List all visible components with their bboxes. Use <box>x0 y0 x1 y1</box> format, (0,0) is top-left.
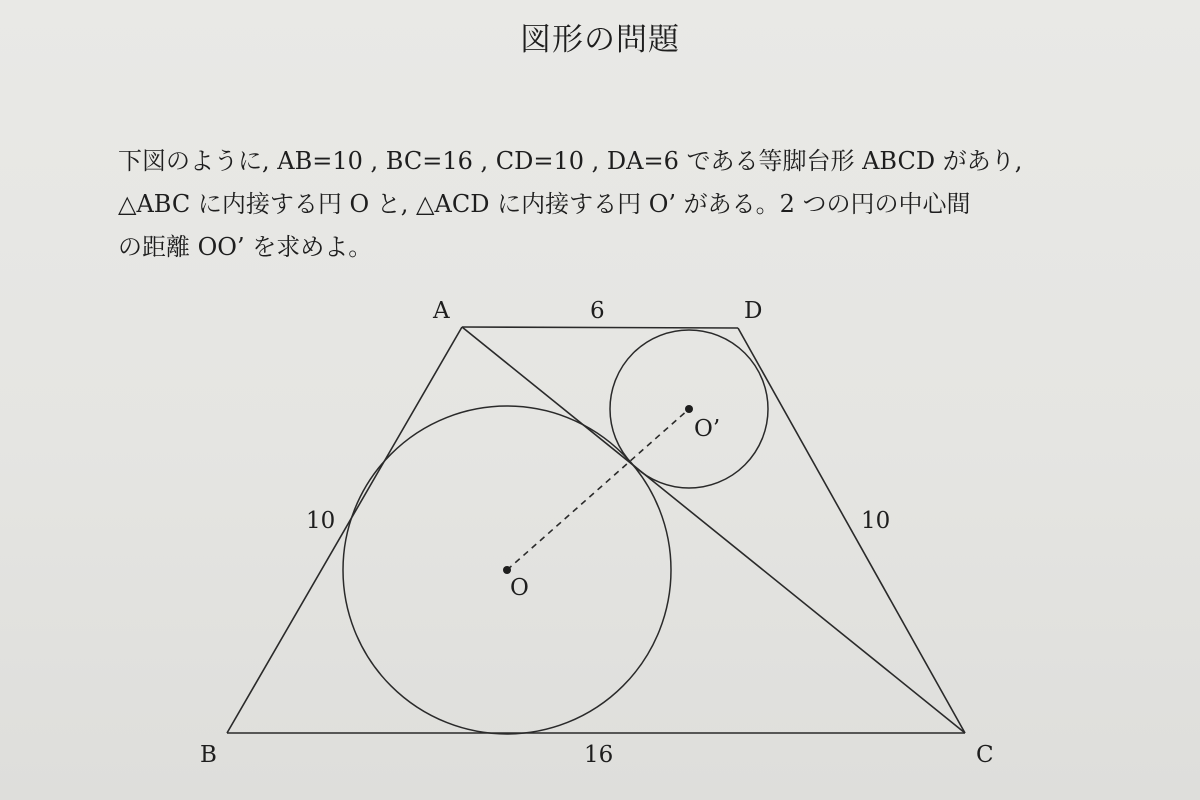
side-label-cd: 10 <box>861 508 891 534</box>
center-label-o-prime: O’ <box>694 416 721 442</box>
side-cd <box>738 328 965 733</box>
side-ab <box>227 327 462 733</box>
page-title: 図形の問題 <box>520 22 680 58</box>
side-label-ab: 10 <box>306 508 336 534</box>
center-o-prime-point <box>685 405 693 413</box>
side-label-da: 6 <box>590 298 605 324</box>
problem-line-3: の距離 OO’ を求めよ。 <box>118 233 373 261</box>
side-label-bc: 16 <box>584 742 614 768</box>
problem-line-2: △ABC に内接する円 O と, △ACD に内接する円 O’ がある。2 つの円の中心間 <box>118 190 971 218</box>
center-o-point <box>503 566 511 574</box>
vertex-label-d: D <box>744 298 763 324</box>
vertex-label-a: A <box>433 298 450 324</box>
problem-line-1: 下図のように, AB=10 , BC=16 , CD=10 , DA=6 である等脚台形 ABCD があり, <box>118 147 1023 175</box>
vertex-label-c: C <box>976 742 994 768</box>
side-da <box>462 327 738 328</box>
vertex-label-b: B <box>200 742 217 768</box>
center-label-o: O <box>510 575 529 601</box>
